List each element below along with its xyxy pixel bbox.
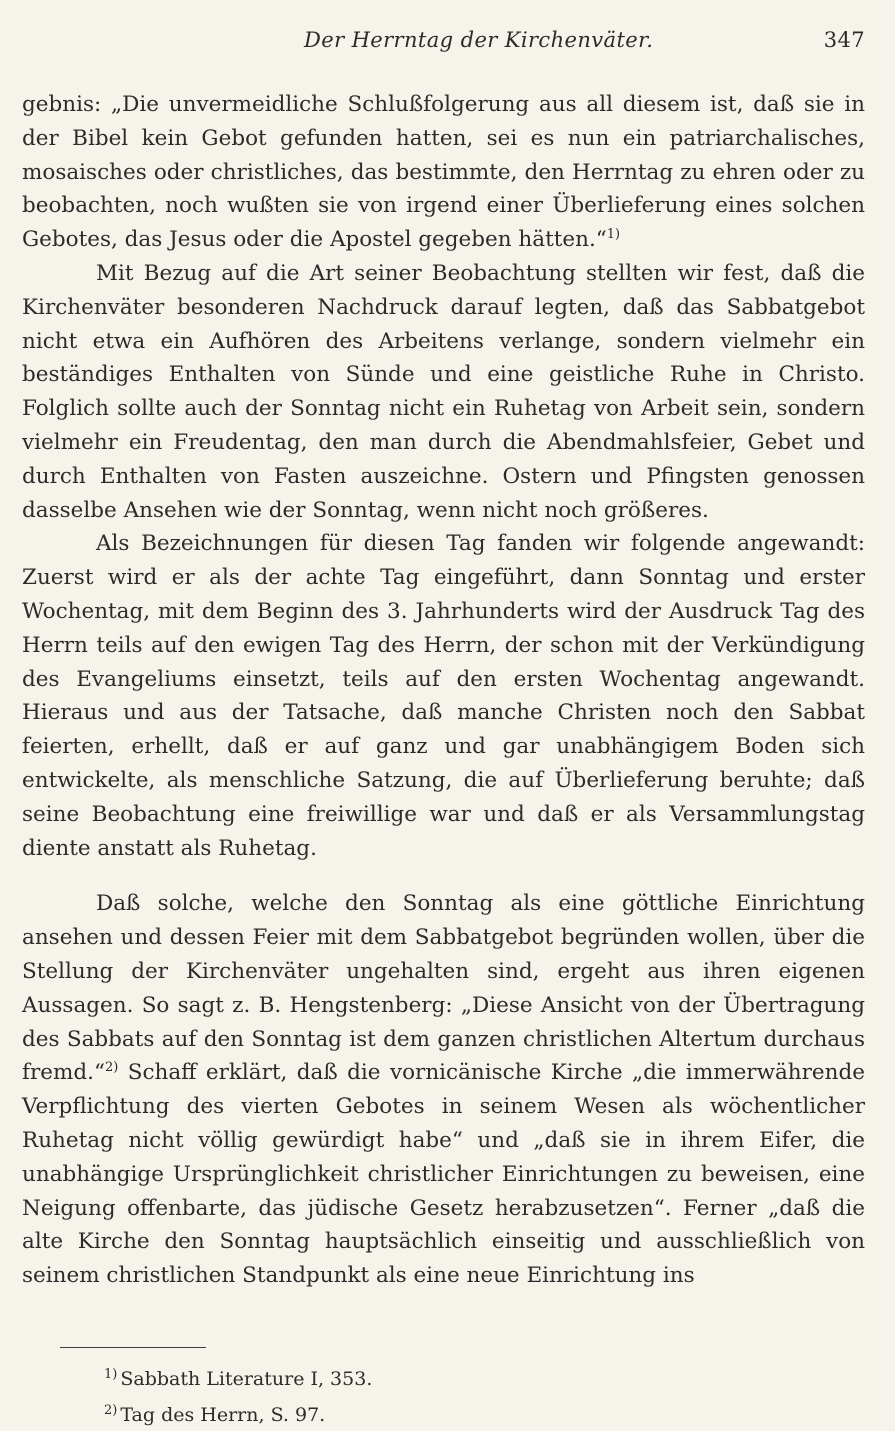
paragraph-4-text-a: Daß solche, welche den Sonntag als eine göttliche Einrichtung ansehen und dessen Feier mit dem Sabbatgebot begründen wollen, über die Stellung der Kirchenväter ungehalten sind, ergeht aus ihren eigenen Aussagen. So sagt z. B. Hengstenberg: „Diese Ansicht von der Übertragung des Sabbats auf den Sonntag ist dem ganzen christlichen Altertum durchaus fremd.“ (22, 891, 865, 1086)
footnote-divider (60, 1347, 206, 1348)
paragraph-4-text-b: Schaff erklärt, daß die vornicänische Kirche „die immerwährende Verpflichtung des vierten Gebotes in seinem Wesen als wöchentlicher Ruhetag nicht völlig gewürdigt habe“ und „daß sie in ihrem Eifer, die unabhängige Ursprünglichkeit christlicher Einrichtungen zu beweisen, eine Neigung offenbarte, das jüdische Gesetz herabzusetzen“. Ferner „daß die alte Kirche den Sonntag hauptsächlich einseitig und ausschließlich von seinem christlichen Standpunkt als eine neue Einrichtung ins (22, 1060, 865, 1289)
footnotes (104, 1359, 372, 1431)
paragraph-1 (22, 88, 865, 257)
footnote-ref-1: 1) (606, 227, 621, 243)
paragraph-4 (22, 887, 865, 1293)
paragraph-1-text: gebnis: „Die unvermeidliche Schlußfolgerung aus all diesem ist, daß sie in der Bibel kein Gebot gefunden hatten, sei es nun ein patriarchalisches, mosaisches oder christliches, das bestimmte, den Herrntag zu ehren oder zu beobachten, noch wußten sie von irgend einer Überlieferung eines solchen Gebotes, das Jesus oder die Apostel gegeben hätten.“ (22, 92, 865, 253)
footnote-2-text: Tag des Herrn, S. 97. (120, 1404, 326, 1426)
page-number: 347 (823, 28, 865, 52)
footnote-1-mark: 1) (104, 1367, 118, 1382)
footnote-2 (104, 1395, 372, 1431)
footnote-2-mark: 2) (104, 1403, 118, 1418)
footnote-ref-2: 2) (104, 1060, 119, 1076)
body-text (22, 88, 865, 1293)
paragraph-2: Mit Bezug auf die Art seiner Beobachtung stellten wir fest, daß die Kirchenväter besonderen Nachdruck darauf legten, daß das Sabbatgebot nicht etwa ein Aufhören des Arbeitens verlange, sondern vielmehr ein beständiges Enthalten von Sünde und eine geistliche Ruhe in Christo. Folglich sollte auch der Sonntag nicht ein Ruhetag von Arbeit sein, sondern vielmehr ein Freudentag, den man durch die Abendmahlsfeier, Gebet und durch Enthalten von Fasten auszeichne. Ostern und Pfingsten genossen dasselbe Ansehen wie der Sonntag, wenn nicht noch größeres. (22, 260, 865, 523)
running-title: Der Herrntag der Kirchenväter. (304, 28, 654, 52)
running-header (22, 28, 865, 58)
footnote-1-text: Sabbath Literature I, 353. (120, 1368, 373, 1390)
paragraph-3: Als Bezeichnungen für diesen Tag fanden wir folgende angewandt: Zuerst wird er als der achte Tag eingeführt, dann Sonntag und erster Wochentag, mit dem Beginn des 3. Jahrhunderts wird der Ausdruck Tag des Herrn teils auf den ewigen Tag des Herrn, der schon mit der Verkündigung des Evangeliums einsetzt, teils auf den ersten Wochentag angewandt. Hieraus und aus der Tatsache, daß manche Christen noch den Sabbat feierten, erhellt, daß er auf ganz und gar unabhängigem Boden sich entwickelte, als menschliche Satzung, die auf Überlieferung beruhte; daß seine Beobachtung eine freiwillige war und daß er als Versammlungstag diente anstatt als Ruhetag. (22, 531, 865, 861)
footnote-1 (104, 1359, 372, 1395)
